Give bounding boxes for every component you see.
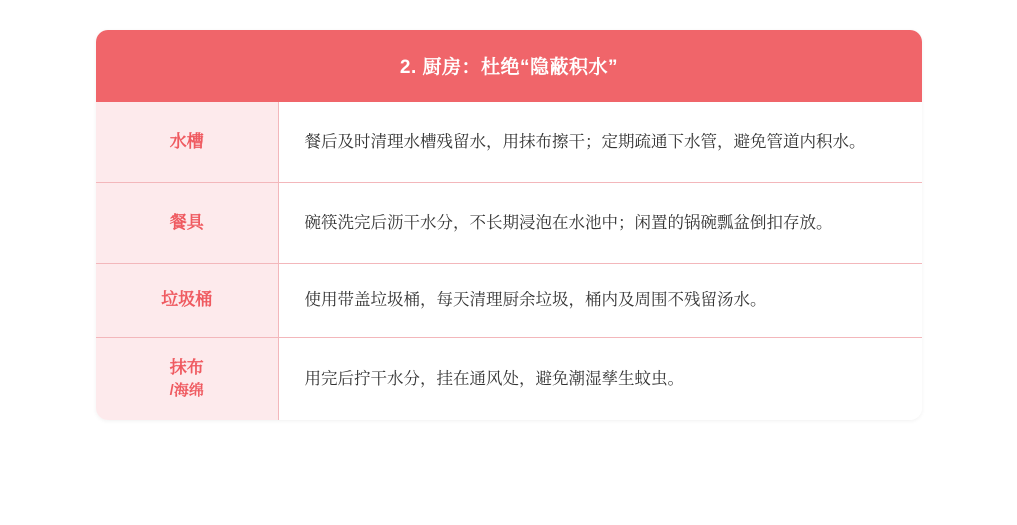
row-label-cell — [96, 183, 278, 264]
tips-table — [96, 102, 922, 420]
table-row — [96, 183, 922, 264]
table-row — [96, 337, 922, 420]
row-text-cell: 用完后拧干水分，挂在通风处，避免潮湿孳生蚊虫。 — [278, 337, 922, 420]
row-label: 餐具 — [169, 212, 204, 232]
row-text-cell: 餐后及时清理水槽残留水，用抹布擦干；定期疏通下水管，避免管道内积水。 — [278, 102, 922, 183]
row-text-cell: 使用带盖垃圾桶，每天清理厨余垃圾，桶内及周围不残留汤水。 — [278, 264, 922, 337]
row-label-cell — [96, 337, 278, 420]
card-title: 2. 厨房：杜绝“隐蔽积水” — [96, 30, 922, 102]
row-label-sub: /海绵 — [169, 382, 204, 400]
row-label-cell — [96, 264, 278, 337]
row-label: 抹布 — [169, 357, 204, 377]
kitchen-tips-card — [96, 30, 922, 420]
table-row — [96, 264, 922, 337]
row-label: 水槽 — [169, 131, 204, 151]
row-label: 垃圾桶 — [161, 290, 213, 310]
row-text-cell: 碗筷洗完后沥干水分，不长期浸泡在水池中；闲置的锅碗瓢盆倒扣存放。 — [278, 183, 922, 264]
row-label-cell — [96, 102, 278, 183]
table-row — [96, 102, 922, 183]
